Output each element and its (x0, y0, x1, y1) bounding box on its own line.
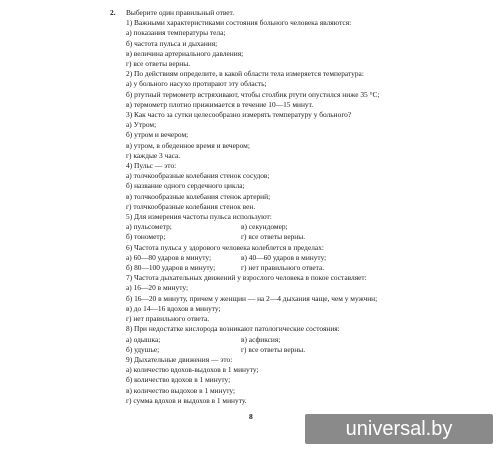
answer-option: в) до 14—16 вдохов в минуту; (126, 303, 221, 313)
answer-option: г) все ответы верны. (241, 344, 306, 354)
task-number: 2. (110, 8, 116, 17)
page-number: 8 (249, 412, 253, 421)
answer-option: в) термометр плотно прижимается в течение 10—15 минут. (126, 99, 314, 109)
answer-option: а) одышка; (126, 334, 161, 344)
answer-row (126, 222, 390, 232)
answer-option: в) асфиксия; (241, 334, 281, 344)
task-block (110, 8, 390, 406)
question-text: 1) Важными характеристиками состояния больного человека являются: (126, 18, 352, 28)
question-text: 3) Как часто за сутки целесообразно измерять температуру у больного? (126, 110, 352, 120)
answer-option: в) секундомер; (241, 222, 288, 232)
answer-option: г) нет правильного ответа. (241, 263, 325, 273)
answer-option: г) все ответы верны. (126, 59, 191, 69)
question-text: 8) При недостатке кислорода возникают патологические состояния: (126, 324, 340, 334)
answer-option: а) 16—20 в минуту; (126, 283, 189, 293)
question-text: 2) По действиям определите, в какой области тела измеряется температура: (126, 69, 364, 79)
answer-row (126, 253, 390, 263)
answer-option: а) Утром; (126, 120, 157, 130)
answer-option: а) пульсометр; (126, 222, 172, 232)
answer-option: б) тонометр; (126, 232, 166, 242)
answer-option: б) утром и вечером; (126, 130, 189, 140)
answer-option: в) количество выдохов в 1 минуту; (126, 385, 236, 395)
answer-option: а) показания температуры тела; (126, 28, 226, 38)
answer-option: б) 80—100 ударов в минуту; (126, 263, 216, 273)
answer-option: а) 60—80 ударов в минуту; (126, 252, 212, 262)
answer-option: в) толчкообразные колебания стенок артерий; (126, 191, 271, 201)
watermark-logo: universal.by (305, 414, 493, 444)
answer-option: г) каждые 3 часа. (126, 150, 181, 160)
task-lines (126, 18, 390, 406)
question-text: 6) Частота пульса у здорового человека колеблется в пределах: (126, 242, 324, 252)
answer-option: г) все ответы верны. (241, 232, 306, 242)
answer-option: а) количество вдохов-выдохов в 1 минуту; (126, 365, 259, 375)
answer-option: б) 16—20 в минуту, причем у женщин — на 2—4 дыхания чаще, чем у мужчин; (126, 293, 378, 303)
question-text: 7) Частота дыхательных движений у взрослого человека в покое составляет: (126, 273, 367, 283)
answer-option: в) 40—60 ударов в минуту; (241, 252, 327, 262)
answer-option: б) количество вдохов в 1 минуту; (126, 375, 231, 385)
task-instruction: Выберите один правильный ответ. (126, 8, 235, 17)
question-text: 4) Пульс — это: (126, 161, 177, 171)
answer-option: б) удушье; (126, 344, 160, 354)
answer-option: а) у больного насухо протирают эту область; (126, 79, 267, 89)
answer-row (126, 263, 390, 273)
answer-row (126, 232, 390, 242)
document-page (110, 8, 390, 406)
answer-option: б) частота пульса и дыхания; (126, 38, 218, 48)
answer-row (126, 345, 390, 355)
answer-row (126, 335, 390, 345)
answer-option: г) сумма вдохов и выдохов в 1 минуту. (126, 395, 247, 405)
answer-option: б) ртутный термометр встряхивают, чтобы столбик ртути опустился ниже 35 °С; (126, 89, 380, 99)
answer-option: в) утром, в обеденное время и вечером; (126, 140, 250, 150)
answer-option: г) толчкообразные колебания стенок вен. (126, 201, 256, 211)
answer-option: б) название одного сердечного цикла; (126, 181, 245, 191)
question-text: 9) Дыхательные движения — это: (126, 354, 233, 364)
answer-option: г) нет правильного ответа. (126, 314, 210, 324)
answer-option: а) толчкообразные колебания стенок сосудов; (126, 171, 270, 181)
question-text: 5) Для измерения частоты пульса используют: (126, 212, 272, 222)
answer-option: в) величина артериального давления; (126, 48, 244, 58)
